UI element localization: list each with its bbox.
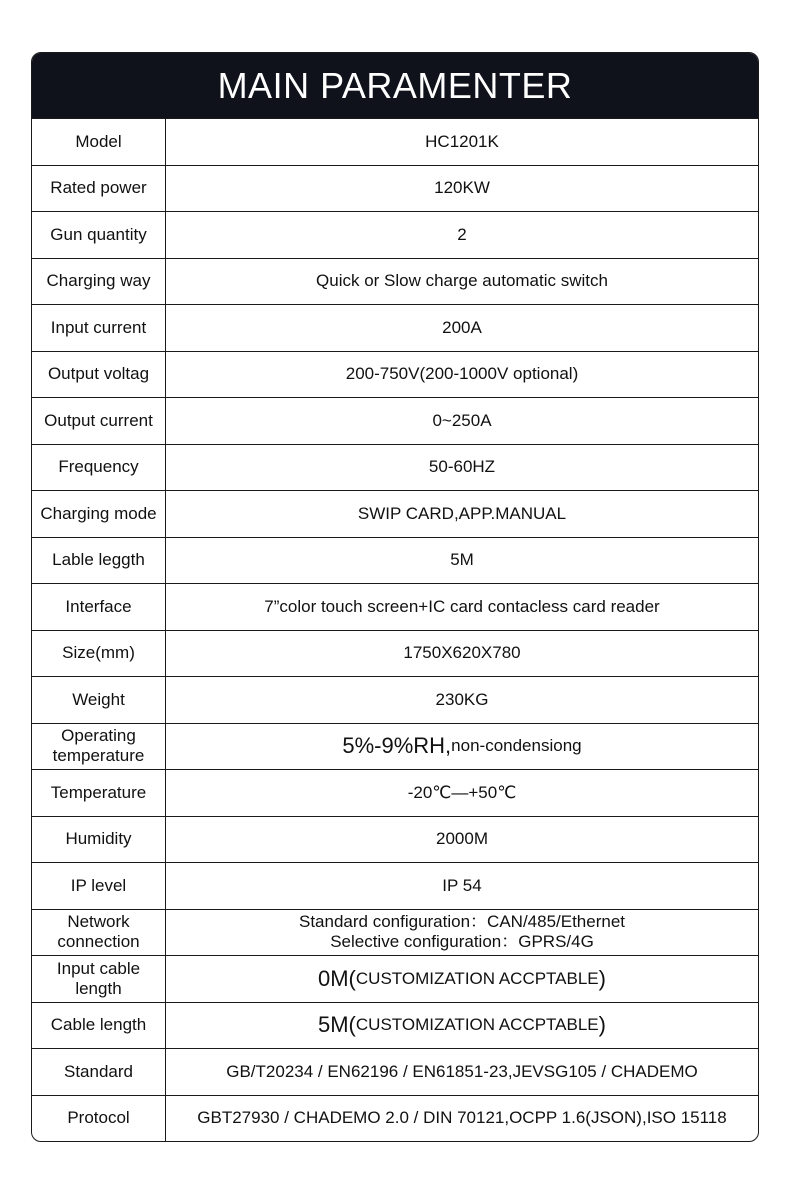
table-row-standard (32, 1048, 758, 1095)
row-value (166, 956, 758, 1002)
table-row-protocol (32, 1095, 758, 1142)
table-row-model (32, 118, 758, 165)
row-label: IP level (32, 863, 166, 909)
row-label: Protocol (32, 1096, 166, 1142)
table-row-humidity (32, 816, 758, 863)
table-row-temperature (32, 769, 758, 816)
row-label: Standard (32, 1049, 166, 1095)
table-row-input-current (32, 304, 758, 351)
row-label-line: Operating (61, 726, 136, 746)
table-row-weight (32, 676, 758, 723)
row-value-main: 5M( (318, 1012, 356, 1038)
row-value: 1750X620X780 (403, 643, 521, 663)
row-label-line: Input cable (56, 958, 141, 978)
row-value: Quick or Slow charge automatic switch (316, 271, 608, 291)
row-value: 2000M (436, 829, 488, 849)
row-value-end: ) (598, 1012, 606, 1038)
row-label: Lable leggth (32, 538, 166, 584)
row-value: HC1201K (425, 131, 499, 151)
row-value: 200-750V(200-1000V optional) (345, 364, 579, 384)
table-row-rated-power (32, 165, 758, 212)
row-value: 50-60HZ (428, 457, 496, 477)
row-label: Frequency (32, 445, 166, 491)
row-label (32, 910, 166, 956)
row-label: Humidity (32, 817, 166, 863)
table-row-input-cable-length (32, 955, 758, 1002)
table-row-charging-mode (32, 490, 758, 537)
row-label: Gun quantity (32, 212, 166, 258)
row-label: Rated power (32, 166, 166, 212)
row-label: Size(mm) (32, 631, 166, 677)
row-label: Interface (32, 584, 166, 630)
table-row-cable-length-2 (32, 1002, 758, 1049)
row-value-main: 0M( (318, 965, 356, 991)
table-row-gun-quantity (32, 211, 758, 258)
row-value-line: Standard configuration：CAN/485/Ethernet (298, 912, 626, 932)
row-value-suffix: non-condensiong (451, 736, 582, 756)
row-label: Input current (32, 305, 166, 351)
row-value: 230KG (435, 689, 489, 709)
row-label-line: connection (57, 932, 140, 952)
table-title: MAIN PARAMENTER (32, 53, 758, 118)
row-value: 5M (450, 550, 474, 570)
parameter-table (31, 52, 759, 1142)
table-row-frequency (32, 444, 758, 491)
row-value: GB/T20234 / EN62196 / EN61851-23,JEVSG105 / CHADEMO (226, 1061, 698, 1081)
row-value-suffix: CUSTOMIZATION ACCPTABLE (355, 968, 599, 988)
row-label: Model (32, 119, 166, 165)
row-label: Weight (32, 677, 166, 723)
table-row-charging-way (32, 258, 758, 305)
row-value (166, 1003, 758, 1049)
row-value-main: 5%-9%RH, (342, 733, 452, 759)
row-label: Output voltag (32, 352, 166, 398)
row-value: GBT27930 / CHADEMO 2.0 / DIN 70121,OCPP 1.6(JSON),ISO 15118 (197, 1108, 727, 1128)
row-value (166, 724, 758, 770)
row-value-end: ) (598, 965, 606, 991)
table-row-output-current (32, 397, 758, 444)
row-label: Charging mode (32, 491, 166, 537)
row-value: 200A (442, 317, 482, 337)
row-label: Temperature (32, 770, 166, 816)
row-value: 2 (457, 224, 467, 244)
table-row-interface (32, 583, 758, 630)
row-label: Charging way (32, 259, 166, 305)
row-label: Output current (32, 398, 166, 444)
table-row-cable-length (32, 537, 758, 584)
row-label (32, 956, 166, 1002)
row-value: 120KW (434, 178, 490, 198)
row-label: Cable length (32, 1003, 166, 1049)
table-row-ip-level (32, 862, 758, 909)
row-value: IP 54 (442, 875, 482, 895)
row-value: 7”color touch screen+IC card contacless card reader (264, 596, 660, 616)
row-value-line: Selective configuration：GPRS/4G (330, 932, 594, 952)
row-value: SWIP CARD,APP.MANUAL (357, 503, 567, 523)
row-value: -20℃—+50℃ (407, 782, 517, 802)
table-row-size (32, 630, 758, 677)
table-row-operating-temperature (32, 723, 758, 770)
row-label-line: Network (67, 912, 130, 932)
row-value-suffix: CUSTOMIZATION ACCPTABLE (355, 1015, 599, 1035)
table-row-output-voltage (32, 351, 758, 398)
table-row-network-connection (32, 909, 758, 956)
row-label-line: length (75, 978, 122, 998)
row-label-line: temperature (52, 746, 145, 766)
row-value: 0~250A (432, 410, 492, 430)
row-value (166, 910, 758, 956)
row-label (32, 724, 166, 770)
